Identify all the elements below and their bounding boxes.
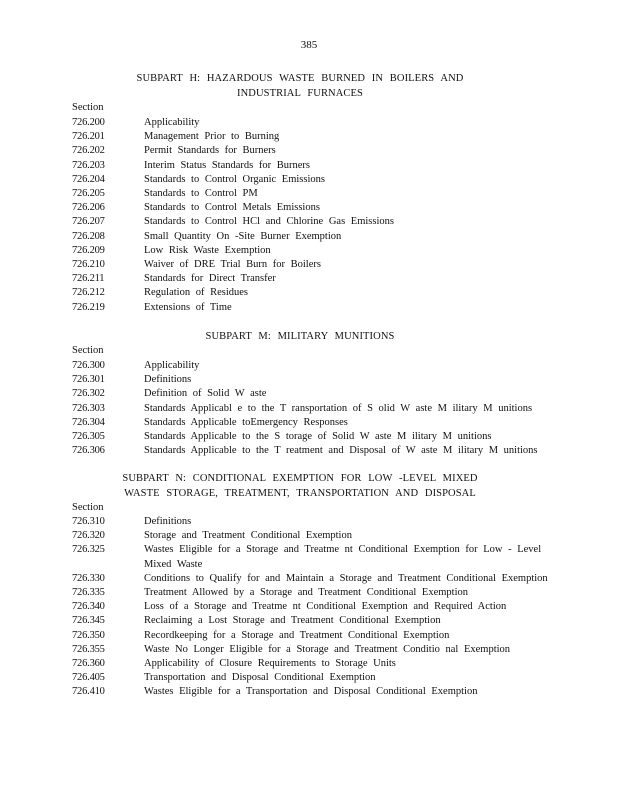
toc-entry xyxy=(72,187,552,201)
toc-entry xyxy=(72,286,552,300)
toc-entry xyxy=(72,515,552,529)
section-title: Definitions xyxy=(144,374,192,386)
section-title: Applicability xyxy=(144,360,200,371)
heading-line: SUBPART M: MILITARY MUNITIONS xyxy=(205,331,395,342)
section-number: 726.306 xyxy=(72,445,105,457)
toc-entry xyxy=(72,444,552,458)
toc-entry xyxy=(72,359,552,373)
section-label: Section xyxy=(72,102,104,113)
section-number: 726.303 xyxy=(72,402,105,414)
toc-entry xyxy=(72,529,552,543)
section-number: 726.211 xyxy=(72,273,105,285)
toc-entry xyxy=(72,416,552,430)
section-title: Wastes Eligible for a Transportation and Disposal Conditional Exemption xyxy=(144,686,478,698)
section-title: Wastes Eligible for a Storage and Treatme nt Conditional Exemption for Low - Level Mixed Waste xyxy=(144,544,542,570)
toc-entry xyxy=(72,373,552,387)
section-title: Definition of Solid W aste xyxy=(144,388,267,400)
toc-entry xyxy=(72,272,552,286)
section-number: 726.201 xyxy=(72,131,105,143)
section-title: Treatment Allowed by a Storage and Treatment Conditional Exemption xyxy=(144,587,468,599)
section-title: Standards Applicable to the S torage of Solid W aste M ilitary M unitions xyxy=(144,431,492,443)
subpart-h-heading xyxy=(60,72,540,101)
section-title: Small Quantity On -Site Burner Exemption xyxy=(144,230,342,242)
section-title: Transportation and Disposal Conditional Exemption xyxy=(144,672,376,684)
page-number: 385 xyxy=(300,39,318,51)
section-number: 726.305 xyxy=(72,431,105,443)
toc-entry xyxy=(72,614,552,628)
section-title: Applicability of Closure Requirements to Storage Units xyxy=(144,658,396,670)
section-title: Extensions of Time xyxy=(144,301,232,313)
toc-entry xyxy=(72,201,552,215)
heading-line: SUBPART H: HAZARDOUS WASTE BURNED IN BOILERS AND xyxy=(136,73,464,84)
subpart-n-toc xyxy=(72,515,552,700)
section-title: Storage and Treatment Conditional Exemption xyxy=(144,530,352,542)
section-number: 726.302 xyxy=(72,388,105,400)
section-title: Low Risk Waste Exemption xyxy=(144,244,271,256)
section-number: 726.355 xyxy=(72,643,105,655)
toc-entry xyxy=(72,643,552,657)
toc-entry xyxy=(72,116,552,130)
section-number: 726.360 xyxy=(72,658,105,670)
toc-entry xyxy=(72,572,552,586)
toc-entry xyxy=(72,301,552,315)
section-label: Section xyxy=(72,502,104,513)
section-title: Loss of a Storage and Treatme nt Conditional Exemption and Required Action xyxy=(144,601,507,613)
section-number: 726.310 xyxy=(72,516,105,527)
section-number: 726.350 xyxy=(72,629,105,641)
toc-entry xyxy=(72,215,552,229)
section-number: 726.320 xyxy=(72,530,105,542)
heading-line: WASTE STORAGE, TREATMENT, TRANSPORTATION AND DISPOSAL xyxy=(124,487,476,499)
toc-entry xyxy=(72,130,552,144)
section-title: Standards Applicabl e to the T ransportation of S olid W aste M ilitary M unitions xyxy=(144,402,533,414)
section-number: 726.340 xyxy=(72,601,105,613)
toc-entry xyxy=(72,144,552,158)
section-number: 726.212 xyxy=(72,287,105,299)
section-number: 726.207 xyxy=(72,216,105,228)
section-title: Standards Applicable to the T reatment and Disposal of W aste M ilitary M unitions xyxy=(144,445,538,457)
subpart-m-heading xyxy=(60,330,540,345)
subpart-n-heading xyxy=(60,472,540,501)
toc-entry xyxy=(72,230,552,244)
section-title: Standards for Direct Transfer xyxy=(144,273,276,285)
section-number: 726.345 xyxy=(72,615,105,627)
section-number: 726.210 xyxy=(72,259,105,271)
section-number: 726.205 xyxy=(72,188,105,200)
section-number: 726.206 xyxy=(72,202,105,214)
section-title: Management Prior to Burning xyxy=(144,131,280,143)
section-title: Interim Status Standards for Burners xyxy=(144,159,310,171)
section-number: 726.304 xyxy=(72,416,105,428)
section-title: Permit Standards for Burners xyxy=(144,145,276,157)
section-title: Regulation of Residues xyxy=(144,287,248,299)
toc-entry xyxy=(72,600,552,614)
heading-line: SUBPART N: CONDITIONAL EXEMPTION FOR LOW -LEVEL MIXED xyxy=(122,473,478,484)
toc-entry xyxy=(72,671,552,685)
section-title: Applicability xyxy=(144,117,200,128)
section-title: Reclaiming a Lost Storage and Treatment Conditional Exemption xyxy=(144,615,441,627)
section-number: 726.330 xyxy=(72,572,105,584)
section-title: Standards to Control HCl and Chlorine Gas Emissions xyxy=(144,216,394,228)
section-number: 726.301 xyxy=(72,374,105,386)
toc-entry xyxy=(72,159,552,173)
section-title: Conditions to Qualify for and Maintain a Storage and Treatment Conditional Exemption xyxy=(144,572,548,584)
section-title: Waiver of DRE Trial Burn for Boilers xyxy=(144,259,321,271)
section-number: 726.208 xyxy=(72,230,105,242)
heading-line: INDUSTRIAL FURNACES xyxy=(237,87,363,99)
toc-entry xyxy=(72,173,552,187)
section-title: Definitions xyxy=(144,516,192,527)
section-number: 726.209 xyxy=(72,244,105,256)
toc-entry xyxy=(72,657,552,671)
section-number: 726.203 xyxy=(72,159,105,171)
toc-entry xyxy=(72,430,552,444)
toc-entry xyxy=(72,402,552,416)
toc-entry xyxy=(72,629,552,643)
section-title: Waste No Longer Eligible for a Storage and Treatment Conditio nal Exemption xyxy=(144,643,511,655)
section-number: 726.405 xyxy=(72,672,105,684)
section-number: 726.204 xyxy=(72,173,105,185)
section-number: 726.202 xyxy=(72,145,105,157)
subpart-h-toc xyxy=(72,116,552,315)
toc-entry xyxy=(72,543,552,571)
section-number: 726.410 xyxy=(72,686,105,698)
toc-entry xyxy=(72,258,552,272)
section-label: Section xyxy=(72,345,104,356)
toc-entry xyxy=(72,387,552,401)
section-title: Standards to Control Organic Emissions xyxy=(144,173,325,185)
section-number: 726.335 xyxy=(72,587,105,599)
section-title: Recordkeeping for a Storage and Treatment Conditional Exemption xyxy=(144,629,450,641)
section-title: Standards to Control Metals Emissions xyxy=(144,202,320,214)
section-title: Standards to Control PM xyxy=(144,188,258,200)
toc-entry xyxy=(72,685,552,699)
toc-entry xyxy=(72,244,552,258)
subpart-m-toc xyxy=(72,359,552,458)
section-number: 726.300 xyxy=(72,360,105,371)
section-number: 726.325 xyxy=(72,544,105,556)
toc-entry xyxy=(72,586,552,600)
section-number: 726.200 xyxy=(72,117,105,128)
section-number: 726.219 xyxy=(72,301,105,313)
section-title: Standards Applicable toEmergency Responses xyxy=(144,416,348,428)
